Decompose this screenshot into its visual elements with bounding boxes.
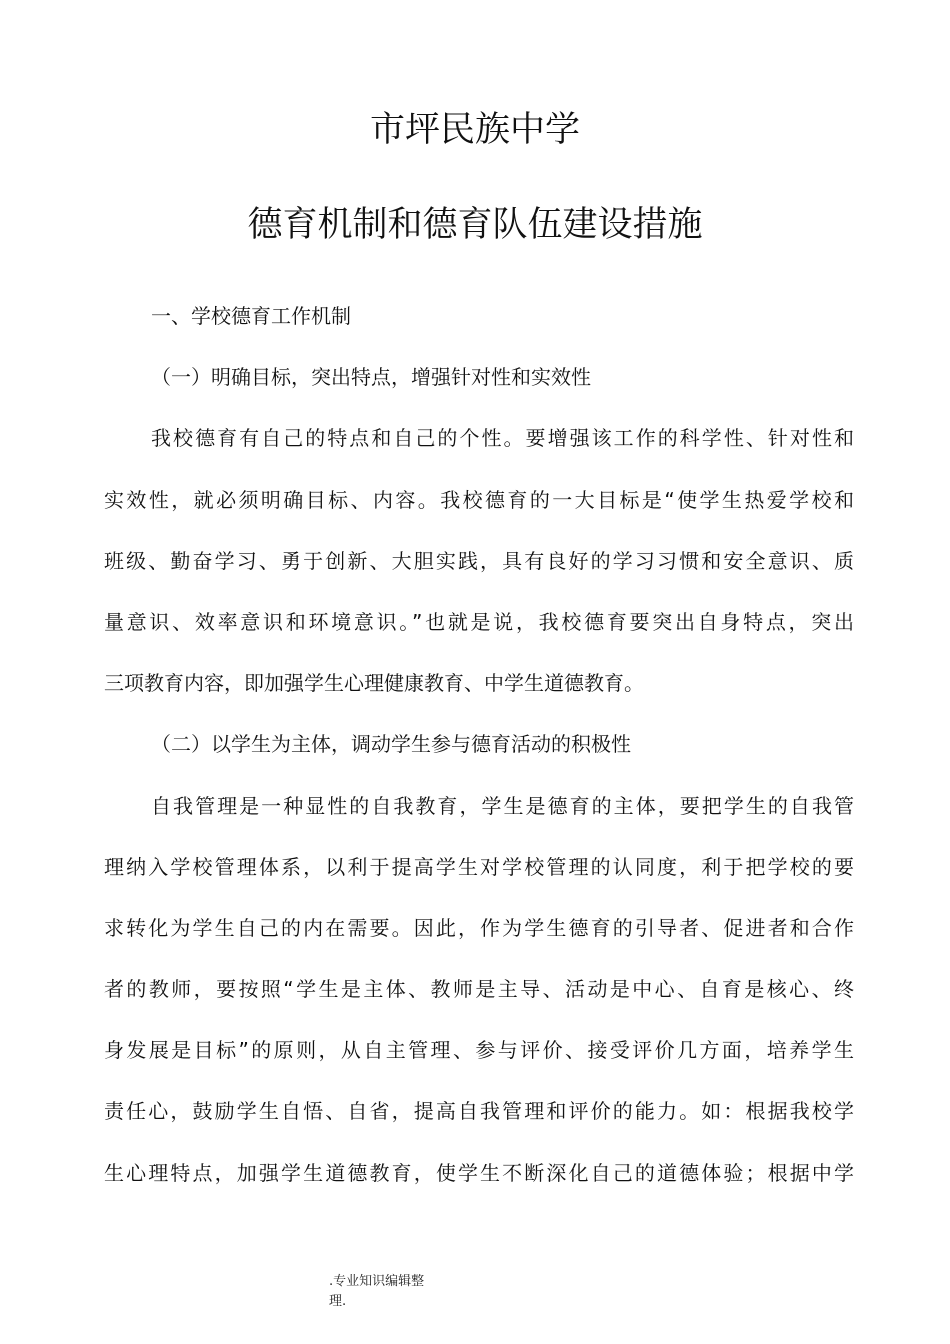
text-line: 实效性，就必须明确目标、内容。我校德育的一大目标是“使学生热爱学校和 — [104, 487, 854, 512]
text-line: 身发展是目标”的原则，从自主管理、参与评价、接受评价几方面，培养学生 — [104, 1038, 854, 1063]
footer-line: 理. — [329, 1294, 347, 1309]
text-line: 生心理特点，加强学生道德教育，使学生不断深化自己的道德体验；根据中学 — [104, 1160, 854, 1185]
page-footer — [329, 1272, 424, 1312]
footer-line: .专业知识编辑整 — [329, 1274, 425, 1289]
text-line: 我校德育有自己的特点和自己的个性。要增强该工作的科学性、针对性和 — [151, 426, 854, 451]
text-line: 一、学校德育工作机制 — [151, 304, 351, 328]
text-line: 者的教师，要按照“学生是主体、教师是主导、活动是中心、自育是核心、终 — [104, 977, 854, 1002]
document-body — [104, 291, 854, 1209]
text-line: 三项教育内容，即加强学生心理健康教育、中学生道德教育。 — [104, 671, 644, 696]
text-line: 自我管理是一种显性的自我教育，学生是德育的主体，要把学生的自我管 — [151, 793, 854, 818]
text-line: 班级、勤奋学习、勇于创新、大胆实践，具有良好的学习习惯和安全意识、质 — [104, 548, 854, 573]
text-line: 理纳入学校管理体系，以利于提高学生对学校管理的认同度，利于把学校的要 — [104, 854, 854, 879]
text-line: 责任心，鼓励学生自悟、自省，提高自我管理和评价的能力。如：根据我校学 — [104, 1099, 854, 1124]
document-subtitle: 德育机制和德育队伍建设措施 — [247, 205, 703, 245]
text-line: 求转化为学生自己的内在需要。因此，作为学生德育的引导者、促进者和合作 — [104, 915, 854, 940]
text-line: （一）明确目标，突出特点，增强针对性和实效性 — [151, 365, 591, 390]
document-title: 市坪民族中学 — [369, 110, 580, 150]
text-line: 量意识、效率意识和环境意识。”也就是说，我校德育要突出自身特点，突出 — [104, 609, 854, 634]
text-line: （二）以学生为主体，调动学生参与德育活动的积极性 — [151, 732, 631, 757]
